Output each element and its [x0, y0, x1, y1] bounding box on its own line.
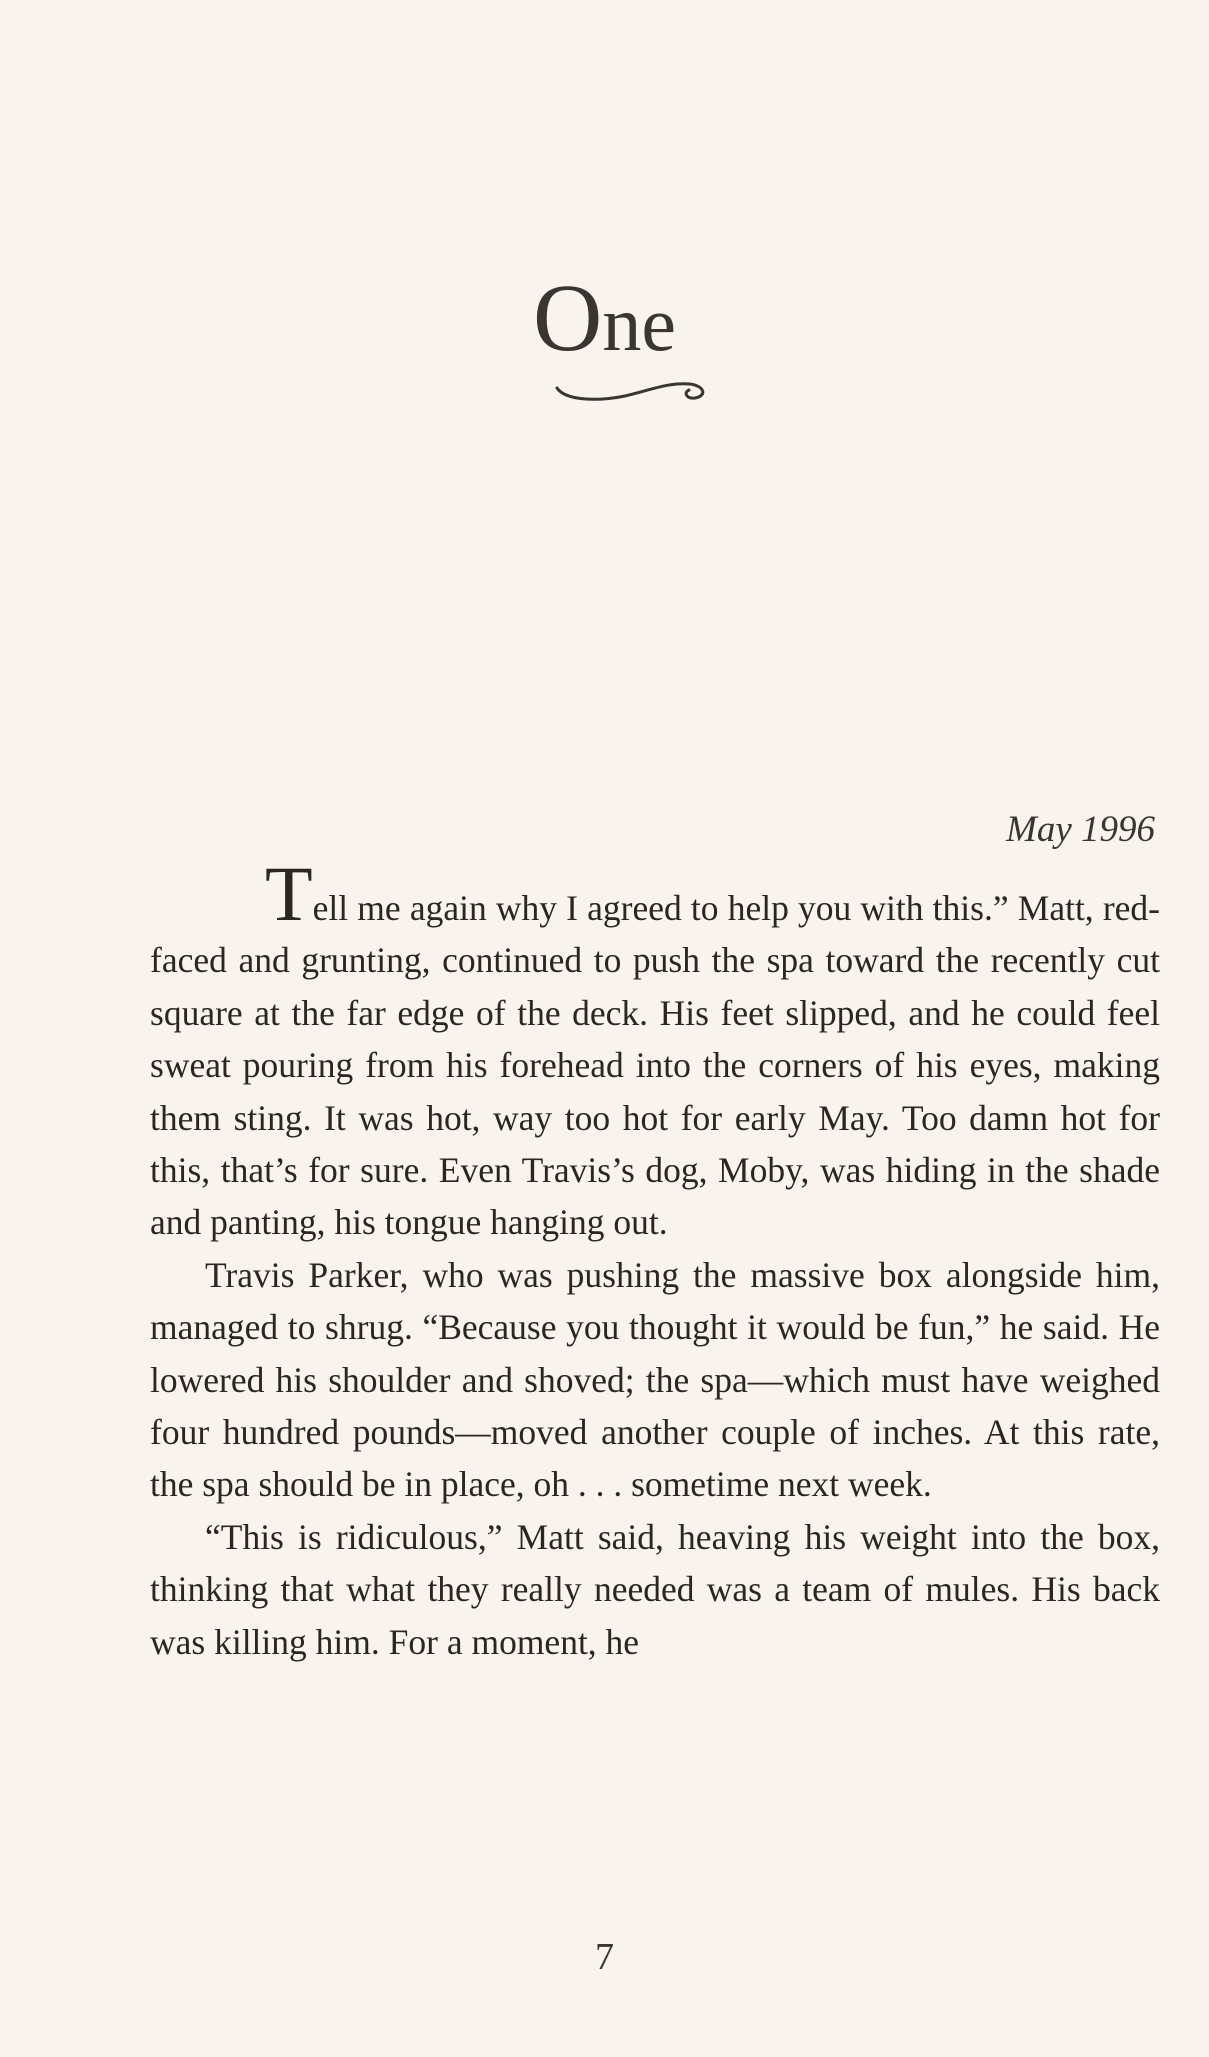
- paragraph-1-text: ell me again why I agreed to help you with this.” Matt, red-faced and grunting, continued to push the spa toward the recently cut square at the far edge of the deck. His feet slipped, and he could feel sweat pouring from his forehead into the corners of his eyes, making them sting. It was hot, way too hot for early May. Too damn hot for this, that’s for sure. Even Travis’s dog, Moby, was hiding in the shade and panting, his tongue hanging out.: [150, 888, 1160, 1243]
- chapter-flourish-icon: [555, 378, 715, 406]
- paragraph-3: “This is ridiculous,” Matt said, heaving his weight into the box, thinking that what they really needed was a team of mules. His back was killing him. For a moment, he: [150, 1516, 1160, 1662]
- page-number: 7: [595, 1936, 614, 1978]
- drop-cap: T: [265, 850, 313, 937]
- paragraph-1: [150, 850, 1160, 1249]
- paragraph-2: Travis Parker, who was pushing the massive box alongside him, managed to shrug. “Because you thought it would be fun,” he said. He lowered his shoulder and shoved; the spa—which must have weighed four hundred pounds—moved another couple of inches. At this rate, the spa should be in place, oh . . . sometime next week.: [150, 1254, 1160, 1505]
- chapter-title-cap: O: [533, 264, 603, 371]
- chapter-dateline: May 1996: [1006, 809, 1155, 850]
- chapter-title-rest: ne: [602, 280, 676, 367]
- chapter-title: [0, 264, 1209, 371]
- body-text: [150, 850, 1160, 1668]
